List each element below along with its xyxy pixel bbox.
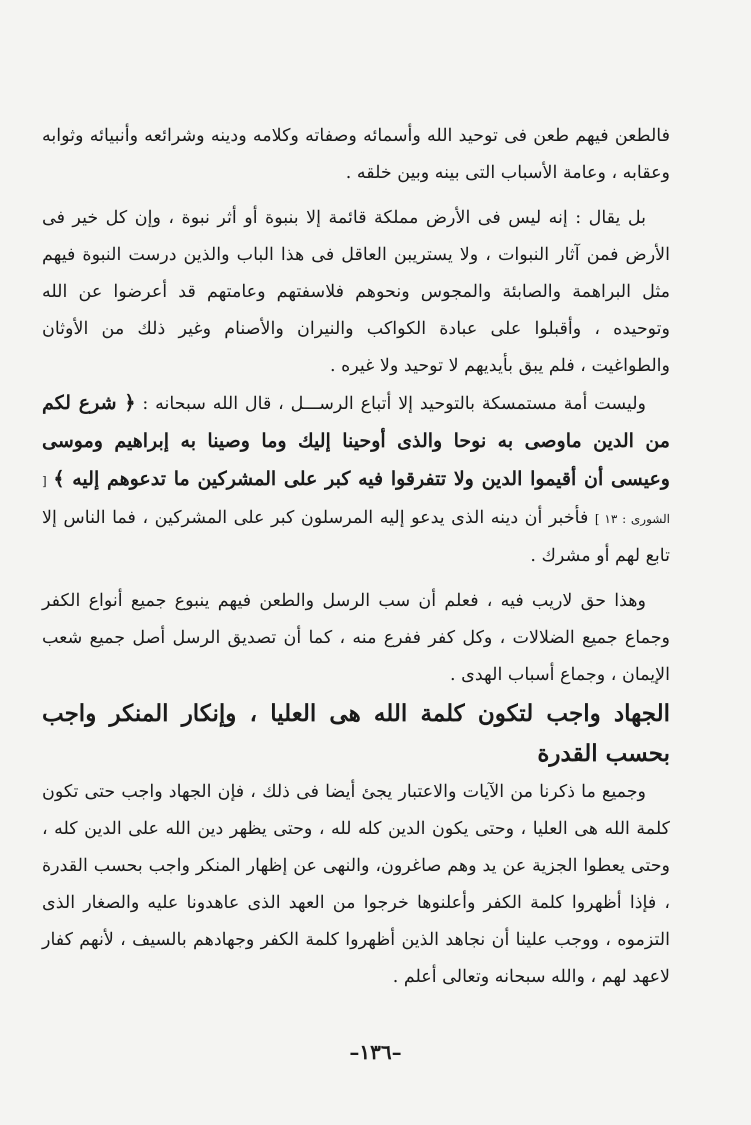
- paragraph-4: وهذا حق لاريب فيه ، فعلم أن سب الرسل والطعن فيهم ينبوع جميع أنواع الكفر وجماع جميع الضلالات ، وكل كفر ففرع منه ، كما أن تصديق الرسل أصل جميع شعب الإيمان ، وجماع أسباب الهدى .: [42, 591, 670, 685]
- paragraph-2: بل يقال : إنه ليس فى الأرض مملكة قائمة إلا بنبوة أو أثر نبوة ، وإن كل خير فى الأرض فمن آثار النبوات ، ولا يستريبن العاقل فى هذا الباب والذين درست النبوة فيهم مثل البراهمة والصابئة والمجوس ونحوهم فلاسفتهم وعامتهم قد أعرضوا عن الله وتوحيده ، وأقبلوا على عبادة الكواكب والنيران والأصنام وغير ذلك من الأوثان والطواغيت ، فلم يبق بأيديهم لا توحيد ولا غيره .: [42, 208, 670, 376]
- section-heading: الجهاد واجب لتكون كلمة الله هى العليا ، وإنكار المنكر واجب بحسب القدرة: [42, 700, 670, 767]
- paragraph-3-intro: وليست أمة مستمسكة بالتوحيد إلا أتباع الرســـل ، قال الله سبحانه :: [142, 394, 646, 414]
- paragraph-3-rest: فأخبر أن دينه الذى يدعو إليه المرسلون كبر على المشركين ، فما الناس إلا تابع لهم أو مشرك .: [42, 508, 670, 566]
- paragraph-5: وجميع ما ذكرنا من الآيات والاعتبار يجئ أيضا فى ذلك ، فإن الجهاد واجب حتى تكون كلمة الله هى العليا ، وحتى يكون الدين كله لله ، وحتى يظهر دين الله على الدين كله ، وحتى يعطوا الجزية عن يد وهم صاغرون، والنهى عن إظهار المنكر واجب بحسب القدرة ، فإذا أظهروا كلمة الكفر وأعلنوها خرجوا من العهد الذى عاهدونا عليه والصغار الذى التزموه ، ووجب علينا أن نجاهد الذين أظهروا كلمة الكفر وجهادهم بالسيف ، لأنهم كفار لاعهد لهم ، والله سبحانه وتعالى أعلم .: [42, 782, 670, 987]
- page-number: –١٣٦–: [349, 1040, 402, 1064]
- paragraph-3: [42, 385, 670, 575]
- paragraph-1: فالطعن فيهم طعن فى توحيد الله وأسمائه وصفاته وكلامه ودينه وشرائعه وأنبيائه وثوابه وعقابه ، وعامة الأسباب التى بينه وبين خلقه .: [42, 126, 670, 183]
- page-body: [42, 118, 670, 996]
- verse-reference: [ الشورى : ١٣ ]: [42, 474, 670, 526]
- quran-verse: ﴿ شرع لكم من الدين ماوصى به نوحا والذى أوحينا إليك وما وصينا به إبراهيم وموسى وعيسى أن أقيموا الدين ولا تتفرقوا فيه كبر على المشركين ما تدعوهم إليه ﴾: [42, 392, 670, 490]
